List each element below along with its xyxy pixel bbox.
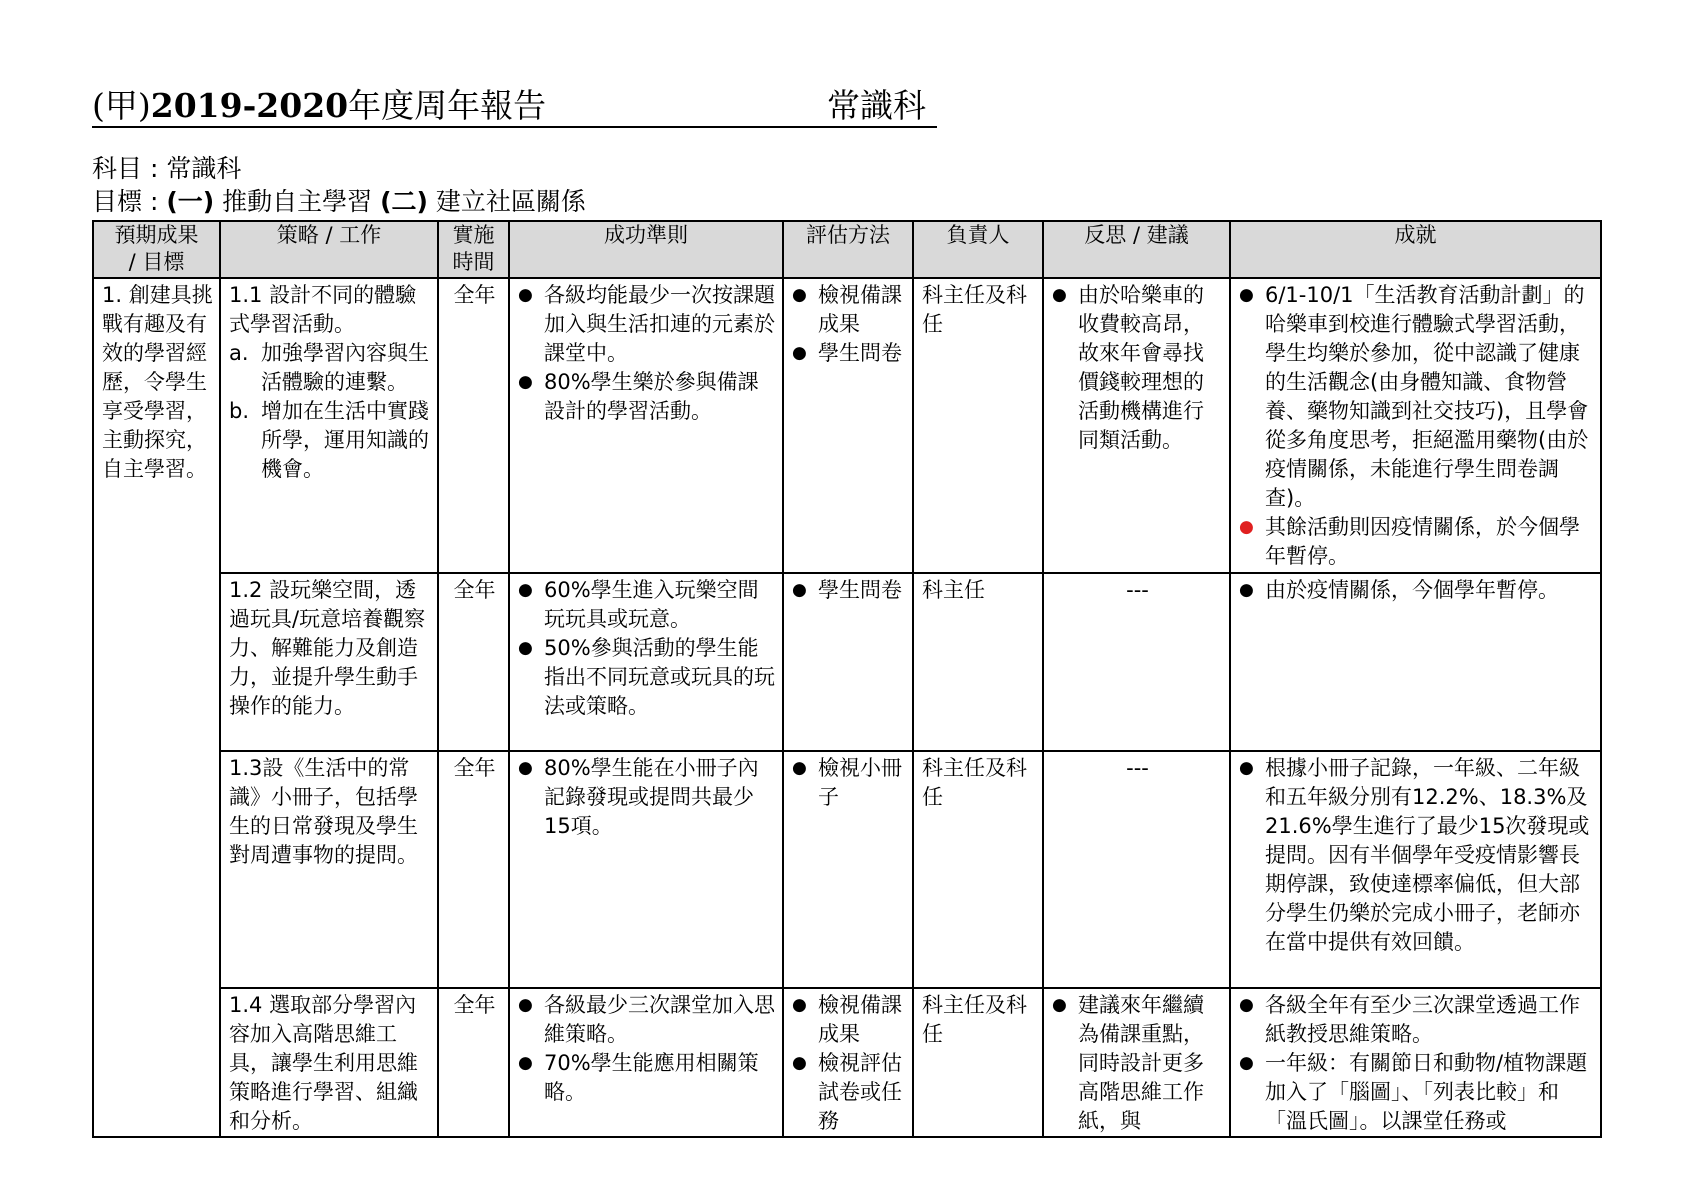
goal-line xyxy=(92,185,586,219)
method-cell xyxy=(783,751,913,988)
header-owner: 負責人 xyxy=(913,221,1043,278)
method-item: ● 檢視評估試卷或任務 xyxy=(792,1049,906,1136)
time-cell: 全年 xyxy=(438,573,509,751)
criteria-item: ● 60%學生進入玩樂空間玩玩具或玩意。 xyxy=(518,576,776,634)
header-row xyxy=(93,221,1601,278)
header-achievement: 成就 xyxy=(1230,221,1601,278)
criteria-item: ● 70%學生能應用相關策略。 xyxy=(518,1049,776,1107)
strategy-cell: 1.4 選取部分學習內容加入高階思維工具，讓學生利用思維策略進行學習、組織和分析。 xyxy=(220,988,438,1137)
header-time: 實施 時間 xyxy=(438,221,509,278)
strategy-item: b. 增加在生活中實踐所學，運用知識的機會。 xyxy=(229,399,429,481)
title-text: 年度周年報告 xyxy=(348,86,547,125)
subject-line: 科目 : 常識科 xyxy=(92,154,242,183)
report-table xyxy=(92,220,1602,1138)
time-cell: 全年 xyxy=(438,278,509,573)
objective-cell: 1. 創建具挑戰有趣及有效的學習經歷，令學生享受學習，主動探究，自主學習。 xyxy=(93,278,220,1137)
strategy-cell: 1.3設《生活中的常識》小冊子，包括學生的日常發現及學生對周遭事物的提問。 xyxy=(220,751,438,988)
strategy-item: a. 加強學習內容與生活體驗的連繫。 xyxy=(229,341,429,394)
method-item: ● 檢視備課成果 xyxy=(792,991,906,1049)
criteria-item: ● 各級最少三次課堂加入思維策略。 xyxy=(518,991,776,1049)
title-subject: 常識科 xyxy=(827,86,926,125)
achievement-item: ● 一年級：有關節日和動物/植物課題加入了「腦圖」、「列表比較」和「溫氏圖」。以課堂任務或 xyxy=(1239,1049,1594,1136)
criteria-cell xyxy=(509,751,783,988)
method-cell xyxy=(783,278,913,573)
header-method: 評估方法 xyxy=(783,221,913,278)
criteria-item: ● 50%參與活動的學生能指出不同玩意或玩具的玩法或策略。 xyxy=(518,634,776,721)
strategy-cell xyxy=(220,278,438,573)
reflection-item: ● 建議來年繼續為備課重點，同時設計更多高階思維工作紙，與 xyxy=(1052,991,1223,1136)
owner-cell: 科主任及科任 xyxy=(913,278,1043,573)
report-title xyxy=(92,86,937,128)
method-item: ● 學生問卷 xyxy=(792,576,906,605)
goal1-number: (一) xyxy=(166,187,215,216)
title-year: 2019-2020 xyxy=(150,86,349,125)
achievement-item: ● 各級全年有至少三次課堂透過工作紙教授思維策略。 xyxy=(1239,991,1594,1049)
reflection-cell xyxy=(1043,988,1230,1137)
achievement-item: ● 6/1-10/1「生活教育活動計劃」的哈樂車到校進行體驗式學習活動，學生均樂於參加，從中認識了健康的生活觀念(由身體知識、食物營養、藥物知識到社交技巧)，且學會從多角度思考，拒絕濫用藥物(由於疫情關係，未能進行學生問卷調查)。 xyxy=(1239,281,1594,513)
criteria-cell xyxy=(509,988,783,1137)
achievement-cell xyxy=(1230,988,1601,1137)
criteria-item: ● 80%學生樂於參與備課設計的學習活動。 xyxy=(518,368,776,426)
criteria-item: ● 80%學生能在小冊子內記錄發現或提問共最少15項。 xyxy=(518,754,776,841)
method-cell xyxy=(783,988,913,1137)
header-objective: 預期成果 / 目標 xyxy=(93,221,220,278)
achievement-item: ● 根據小冊子記錄，一年級、二年級和五年級分別有12.2%、18.3%及21.6%學生進行了最少15次發現或提問。因有半個學年受疫情影響長期停課，致使達標率偏低，但大部分學生仍樂於完成小冊子，老師亦在當中提供有效回饋。 xyxy=(1239,754,1594,957)
achievement-item: ● 其餘活動則因疫情關係，於今個學年暫停。 xyxy=(1239,513,1594,571)
method-cell xyxy=(783,573,913,751)
title-prefix: (甲) xyxy=(92,86,151,125)
time-cell: 全年 xyxy=(438,751,509,988)
criteria-cell xyxy=(509,278,783,573)
table-row xyxy=(93,988,1601,1137)
achievement-cell xyxy=(1230,573,1601,751)
criteria-cell xyxy=(509,573,783,751)
owner-cell: 科主任 xyxy=(913,573,1043,751)
table-row xyxy=(93,278,1601,573)
goal-prefix: 目標 : xyxy=(92,187,167,216)
achievement-item: ● 由於疫情關係，今個學年暫停。 xyxy=(1239,576,1594,605)
time-cell: 全年 xyxy=(438,988,509,1137)
achievement-cell xyxy=(1230,751,1601,988)
reflection-cell: --- xyxy=(1043,573,1230,751)
method-item: ● 檢視小冊子 xyxy=(792,754,906,812)
strategy-text: 1.1 設計不同的體驗式學習活動。 xyxy=(229,283,417,336)
header-strategy: 策略 / 工作 xyxy=(220,221,438,278)
strategy-cell: 1.2 設玩樂空間，透過玩具/玩意培養觀察力、解難能力及創造力，並提升學生動手操作的能力。 xyxy=(220,573,438,751)
goal1-text: 推動自主學習 xyxy=(214,187,381,216)
owner-cell: 科主任及科任 xyxy=(913,988,1043,1137)
goal2-text: 建立社區關係 xyxy=(427,187,586,216)
method-item: ● 檢視備課成果 xyxy=(792,281,906,339)
reflection-cell: --- xyxy=(1043,751,1230,988)
table-row xyxy=(93,573,1601,751)
reflection-cell xyxy=(1043,278,1230,573)
method-item: ● 學生問卷 xyxy=(792,339,906,368)
reflection-item: ● 由於哈樂車的收費較高昂，故來年會尋找價錢較理想的活動機構進行同類活動。 xyxy=(1052,281,1223,455)
achievement-cell xyxy=(1230,278,1601,573)
goal2-number: (二) xyxy=(380,187,428,216)
owner-cell: 科主任及科任 xyxy=(913,751,1043,988)
header-criteria: 成功準則 xyxy=(509,221,783,278)
header-reflection: 反思 / 建議 xyxy=(1043,221,1230,278)
criteria-item: ● 各級均能最少一次按課題加入與生活扣連的元素於課堂中。 xyxy=(518,281,776,368)
table-row xyxy=(93,751,1601,988)
